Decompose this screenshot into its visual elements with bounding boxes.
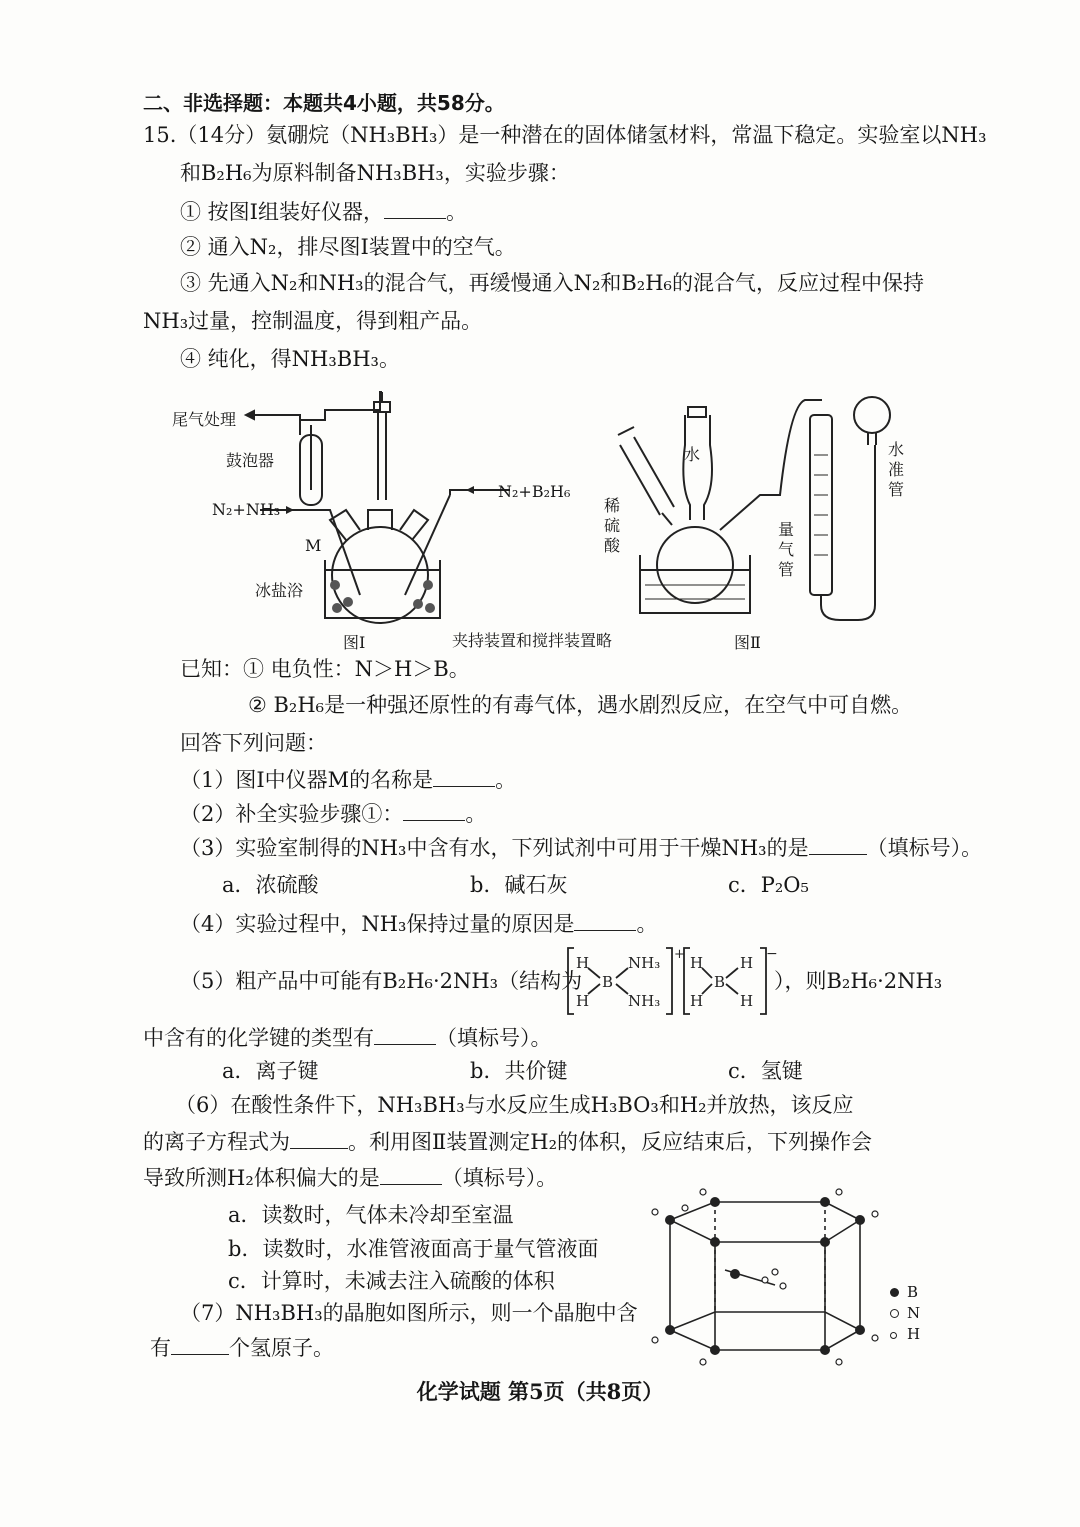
question-6-mid: 。利用图Ⅱ装置测定H₂的体积，反应结束后，下列操作会 — [348, 1130, 873, 1154]
q15-intro-line1: 15.（14分）氨硼烷（NH₃BH₃）是一种潜在的固体储氢材料，常温下稳定。实验室以NH₃ — [143, 123, 987, 147]
question-1 — [180, 764, 516, 795]
question-1-text: （1）图Ⅰ中仪器M的名称是 — [180, 768, 434, 792]
q6-option-a: a．读数时，气体未冷却至室温 — [228, 1203, 514, 1227]
page-footer: 化学试题 第5页（共8页） — [416, 1379, 664, 1404]
struct-cation-charge: + — [674, 947, 685, 962]
q3-option-b: b．碱石灰 — [470, 873, 568, 897]
label-gas-burette: 量气管 — [778, 520, 795, 579]
q5-option-a: a．离子键 — [222, 1059, 319, 1083]
question-5-post: ），则B₂H₆·2NH₃ — [774, 969, 943, 993]
answer-blank — [433, 764, 495, 787]
question-3 — [180, 832, 982, 863]
struct-h2: H — [576, 992, 590, 1010]
crystal-cell-diagram — [625, 1190, 880, 1370]
legend-h-label: H — [907, 1325, 921, 1343]
question-6-text2: 导致所测H₂体积偏大的是 — [143, 1166, 380, 1190]
question-4-text: （4）实验过程中，NH₃保持过量的原因是 — [180, 912, 575, 936]
question-2-text: （2）补全实验步骤①： — [180, 802, 404, 826]
answer-blank — [809, 832, 867, 855]
question-6-text: 的离子方程式为 — [143, 1130, 290, 1154]
struct-anion-h2: H — [690, 992, 704, 1010]
struct-nh3-bottom: NH₃ — [628, 992, 661, 1010]
answer-blank — [384, 196, 446, 219]
answer-blank — [380, 1162, 442, 1185]
figure-note: 夹持装置和搅拌装置略 — [452, 631, 613, 650]
known-1: 已知：① 电负性：N＞H＞B。 — [180, 657, 470, 681]
label-bubbler: 鼓泡器 — [226, 451, 275, 470]
answer-prompt: 回答下列问题： — [180, 731, 327, 755]
label-inlet-left: N₂+NH₃ — [212, 500, 281, 519]
answer-blank — [403, 798, 465, 821]
label-ice-bath: 冰盐浴 — [255, 581, 304, 600]
legend-h — [890, 1324, 920, 1345]
question-2-end: 。 — [465, 802, 487, 826]
question-4-end: 。 — [636, 912, 658, 936]
step-1-end: 。 — [445, 200, 467, 224]
section-header: 二、非选择题：本题共4小题，共58分。 — [143, 91, 505, 115]
step-4: ④ 纯化，得NH₃BH₃。 — [180, 347, 400, 371]
label-M: M — [305, 536, 322, 555]
legend-b — [890, 1282, 920, 1303]
question-7-end: 个氢原子。 — [229, 1336, 334, 1360]
answer-blank — [290, 1126, 348, 1149]
question-6-line1: （6）在酸性条件下，NH₃BH₃与水反应生成H₃BO₃和H₂并放热，该反应 — [175, 1093, 854, 1117]
q6-option-b: b．读数时，水准管液面高于量气管液面 — [228, 1237, 599, 1261]
label-water: 水 — [684, 445, 701, 464]
struct-anion-h3: H — [740, 954, 754, 972]
legend-h-dot — [890, 1332, 897, 1339]
question-3-end: （填标号）。 — [866, 836, 983, 860]
step-2: ② 通入N₂，排尽图Ⅰ装置中的空气。 — [180, 235, 516, 259]
question-1-end: 。 — [495, 768, 517, 792]
figure-1-caption: 图Ⅰ — [343, 633, 366, 652]
answer-blank — [171, 1332, 229, 1355]
question-5-pre: （5）粗产品中可能有B₂H₆·2NH₃（结构为 — [180, 969, 583, 993]
q15-intro-line2: 和B₂H₆为原料制备NH₃BH₃，实验步骤： — [180, 161, 570, 185]
step-3-line2: NH₃过量，控制温度，得到粗产品。 — [143, 309, 483, 333]
answer-blank — [574, 908, 636, 931]
question-5-line2 — [143, 1022, 552, 1053]
figure-2-caption: 图Ⅱ — [734, 633, 761, 652]
question-7-line2 — [150, 1332, 334, 1363]
question-7-text: 有 — [150, 1336, 171, 1360]
label-inlet-right: N₂+B₂H₆ — [498, 482, 571, 501]
q5-option-b: b．共价键 — [470, 1059, 568, 1083]
question-2 — [180, 798, 486, 829]
label-level-tube: 水准管 — [888, 440, 905, 499]
struct-b-cation: B — [602, 973, 614, 991]
crystal-legend — [890, 1282, 920, 1345]
struct-anion-h1: H — [690, 954, 704, 972]
legend-b-dot — [890, 1288, 899, 1297]
step-3-line1: ③ 先通入N₂和NH₃的混合气，再缓慢通入N₂和B₂H₆的混合气，反应过程中保持 — [180, 271, 924, 295]
step-1-text: ① 按图Ⅰ组装好仪器， — [180, 200, 384, 224]
struct-nh3-top: NH₃ — [628, 954, 661, 972]
legend-n-dot — [890, 1309, 899, 1318]
structure-b2h6-2nh3 — [566, 944, 778, 1018]
question-7-line1: （7）NH₃BH₃的晶胞如图所示，则一个晶胞中含 — [180, 1301, 638, 1325]
struct-h1: H — [576, 954, 590, 972]
legend-n-label: N — [907, 1304, 921, 1322]
question-6-line3 — [143, 1162, 557, 1193]
label-dilute-acid: 稀硫酸 — [604, 496, 621, 555]
q5-option-c: c．氢键 — [728, 1059, 803, 1083]
struct-b-anion: B — [714, 973, 726, 991]
question-5-end: （填标号）。 — [436, 1026, 552, 1050]
legend-n — [890, 1303, 920, 1324]
step-1 — [180, 196, 467, 227]
q3-option-c: c．P₂O₅ — [728, 873, 809, 897]
struct-anion-h4: H — [740, 992, 754, 1010]
q3-option-a: a．浓硫酸 — [222, 873, 319, 897]
answer-blank — [374, 1022, 436, 1045]
struct-anion-charge: − — [766, 946, 778, 962]
question-6-end: （填标号）。 — [441, 1166, 558, 1190]
question-6-line2 — [143, 1126, 872, 1157]
label-tail-gas: 尾气处理 — [172, 410, 237, 429]
question-3-text: （3）实验室制得的NH₃中含有水，下列试剂中可用于干燥NH₃的是 — [180, 836, 809, 860]
figure-2-apparatus — [600, 385, 930, 625]
known-2: ② B₂H₆是一种强还原性的有毒气体，遇水剧烈反应，在空气中可自燃。 — [248, 693, 913, 717]
question-5-text: 中含有的化学键的类型有 — [143, 1026, 374, 1050]
question-4 — [180, 908, 657, 939]
legend-b-label: B — [907, 1283, 919, 1301]
q6-option-c: c．计算时，未减去注入硫酸的体积 — [228, 1269, 555, 1293]
